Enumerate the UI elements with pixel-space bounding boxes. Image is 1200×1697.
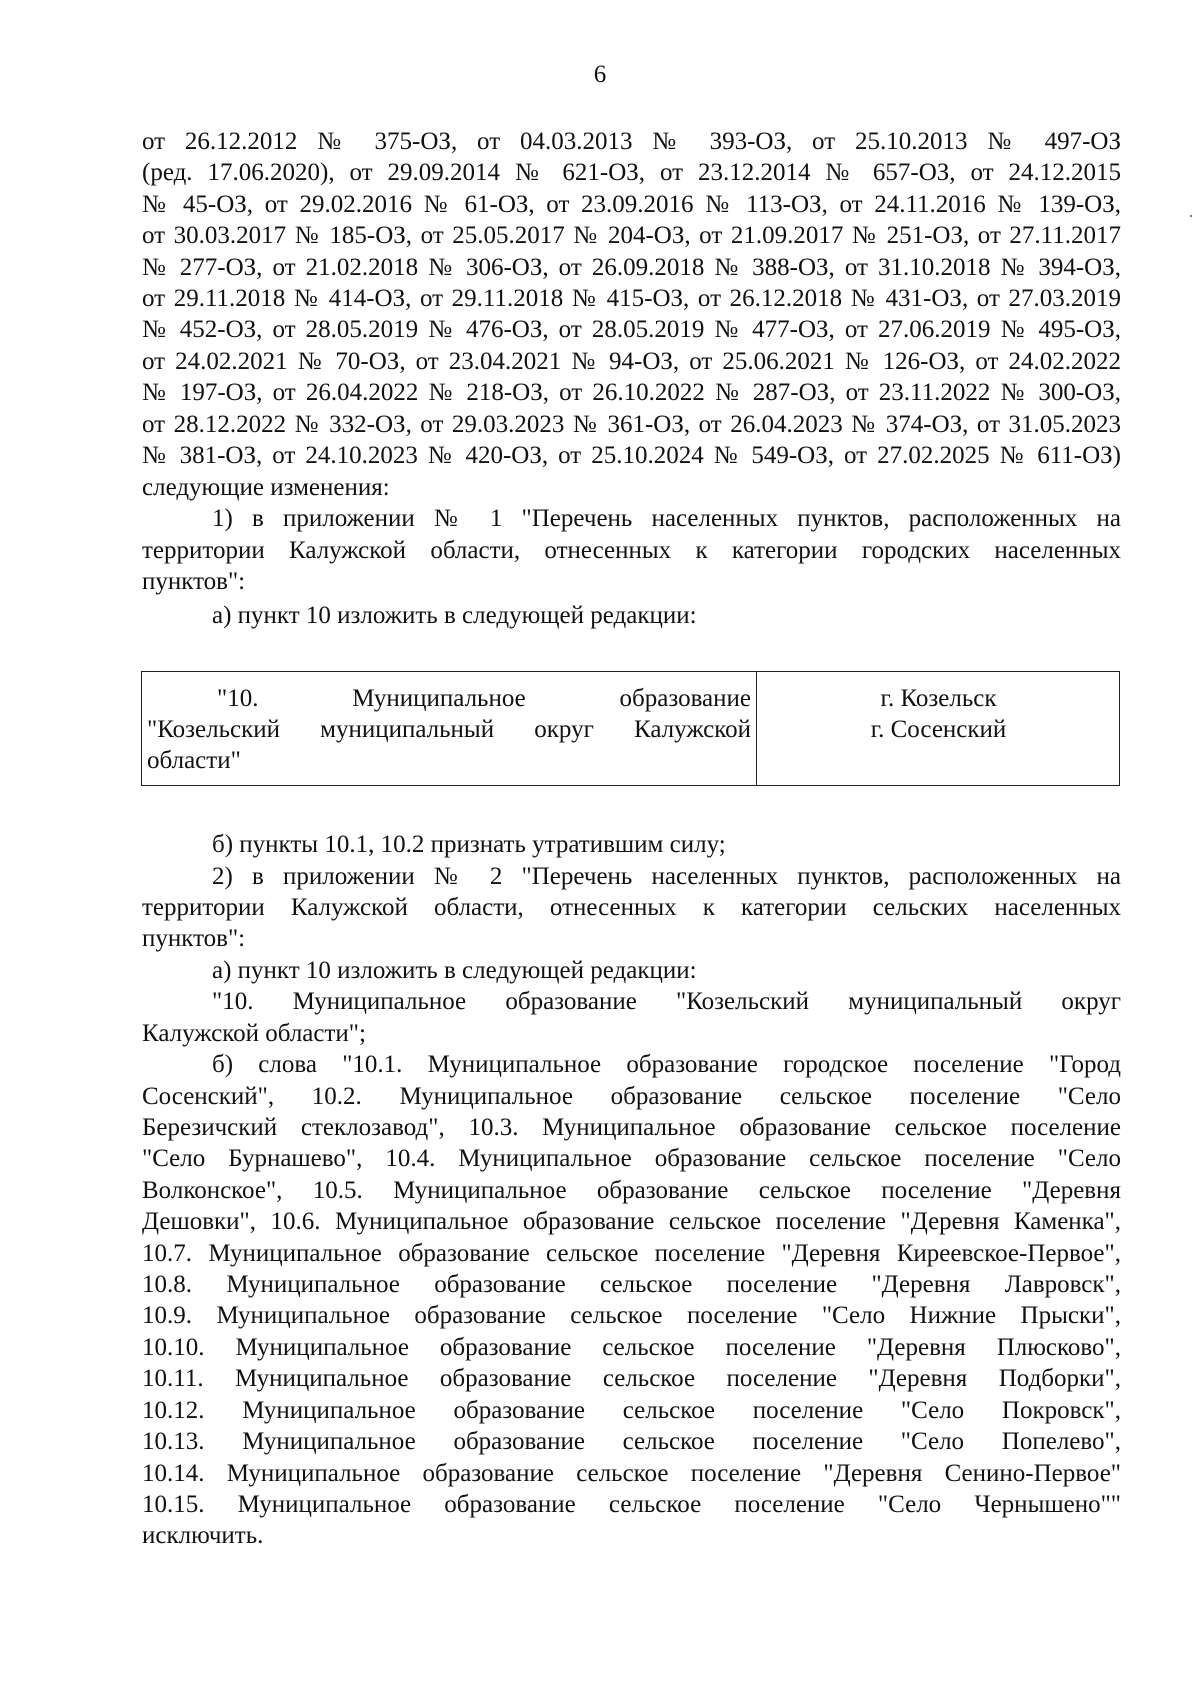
text-line: от 26.12.2012 № 375-ОЗ, от 04.03.2013 № 393-ОЗ, от 25.10.2013 № 497-ОЗ [142,128,1121,155]
text-line: 10.11. Муниципальное образование сельское поселение "Деревня Подборки", [142,1365,1121,1392]
scan-mark [1190,215,1192,217]
text-line: пунктов": [142,925,246,952]
text-line: территории Калужской области, отнесенных к категории городских населенных [142,537,1121,564]
text-line: Дешовки", 10.6. Муниципальное образование сельское поселение "Деревня Каменка", [142,1208,1121,1235]
text-line: "10. Муниципальное образование "Козельский муниципальный округ [212,988,1121,1015]
text-line: 10.8. Муниципальное образование сельское поселение "Деревня Лавровск", [142,1271,1121,1298]
text-line: 10.13. Муниципальное образование сельское поселение "Село Попелево", [142,1428,1121,1455]
text-line: 10.12. Муниципальное образование сельское поселение "Село Покровск", [142,1397,1121,1424]
text-line: б) слова "10.1. Муниципальное образование городское поселение "Город [212,1051,1121,1078]
text-line: 10.7. Муниципальное образование сельское поселение "Деревня Киреевское-Первое", [142,1240,1121,1267]
text-line: 10.10. Муниципальное образование сельское поселение "Деревня Плюсково", [142,1334,1121,1361]
text-line: Сосенский", 10.2. Муниципальное образование сельское поселение "Село [142,1083,1121,1110]
text-line: территории Калужской области, отнесенных к категории сельских населенных [142,894,1121,921]
text-line: от 30.03.2017 № 185-ОЗ, от 25.05.2017 № 204-ОЗ, от 21.09.2017 № 251-ОЗ, от 27.11.2017 [142,222,1121,249]
table-cell-line: "10. Муниципальное образование [217,685,751,712]
text-line: № 277-ОЗ, от 21.02.2018 № 306-ОЗ, от 26.09.2018 № 388-ОЗ, от 31.10.2018 № 394-ОЗ, [142,254,1121,281]
text-line: № 381-ОЗ, от 24.10.2023 № 420-ОЗ, от 25.10.2024 № 549-ОЗ, от 27.02.2025 № 611-ОЗ) [142,442,1121,469]
settlement-table [141,671,1120,786]
text-line: Волконское", 10.5. Муниципальное образование сельское поселение "Деревня [142,1177,1121,1204]
text-line: № 197-ОЗ, от 26.04.2022 № 218-ОЗ, от 26.10.2022 № 287-ОЗ, от 23.11.2022 № 300-ОЗ, [142,379,1121,406]
table-cell-line: г. Сосенский [870,716,1007,743]
text-line: № 452-ОЗ, от 28.05.2019 № 476-ОЗ, от 28.05.2019 № 477-ОЗ, от 27.06.2019 № 495-ОЗ, [142,316,1121,343]
text-line: (ред. 17.06.2020), от 29.09.2014 № 621-ОЗ, от 23.12.2014 № 657-ОЗ, от 24.12.2015 [142,159,1121,186]
text-line: № 45-ОЗ, от 29.02.2016 № 61-ОЗ, от 23.09.2016 № 113-ОЗ, от 24.11.2016 № 139-ОЗ, [142,191,1121,218]
table-cell-line: г. Козельск [880,685,997,712]
text-line: 10.9. Муниципальное образование сельское поселение "Село Нижние Прыски", [142,1302,1121,1329]
text-line: 10.14. Муниципальное образование сельское поселение "Деревня Сенино-Первое" [142,1460,1121,1487]
text-line: 1) в приложении № 1 "Перечень населенных пунктов, расположенных на [212,505,1121,532]
text-line: Березичский стеклозавод", 10.3. Муниципальное образование сельское поселение [142,1114,1121,1141]
table-cell-line: "Козельский муниципальный округ Калужской [147,716,751,743]
text-line: от 29.11.2018 № 414-ОЗ, от 29.11.2018 № 415-ОЗ, от 26.12.2018 № 431-ОЗ, от 27.03.2019 [142,285,1121,312]
page-number: 6 [593,61,607,88]
text-line: а) пункт 10 изложить в следующей редакции: [212,957,697,984]
text-line: от 28.12.2022 № 332-ОЗ, от 29.03.2023 № 361-ОЗ, от 26.04.2023 № 374-ОЗ, от 31.05.2023 [142,411,1121,438]
text-line: исключить. [142,1522,264,1549]
text-line: "Село Бурнашево", 10.4. Муниципальное образование сельское поселение "Село [142,1145,1121,1172]
text-line: Калужской области"; [142,1020,366,1047]
text-line: а) пункт 10 изложить в следующей редакции: [212,602,697,629]
text-line: от 24.02.2021 № 70-ОЗ, от 23.04.2021 № 94-ОЗ, от 25.06.2021 № 126-ОЗ, от 24.02.2022 [142,348,1121,375]
text-line: 10.15. Муниципальное образование сельское поселение "Село Чернышено"" [142,1491,1121,1518]
text-line: 2) в приложении № 2 "Перечень населенных пунктов, расположенных на [212,863,1121,890]
text-line: следующие изменения: [142,474,390,501]
table-cell-line: области" [147,747,241,774]
text-line: б) пункты 10.1, 10.2 признать утратившим силу; [212,831,726,858]
text-line: пунктов": [142,568,246,595]
